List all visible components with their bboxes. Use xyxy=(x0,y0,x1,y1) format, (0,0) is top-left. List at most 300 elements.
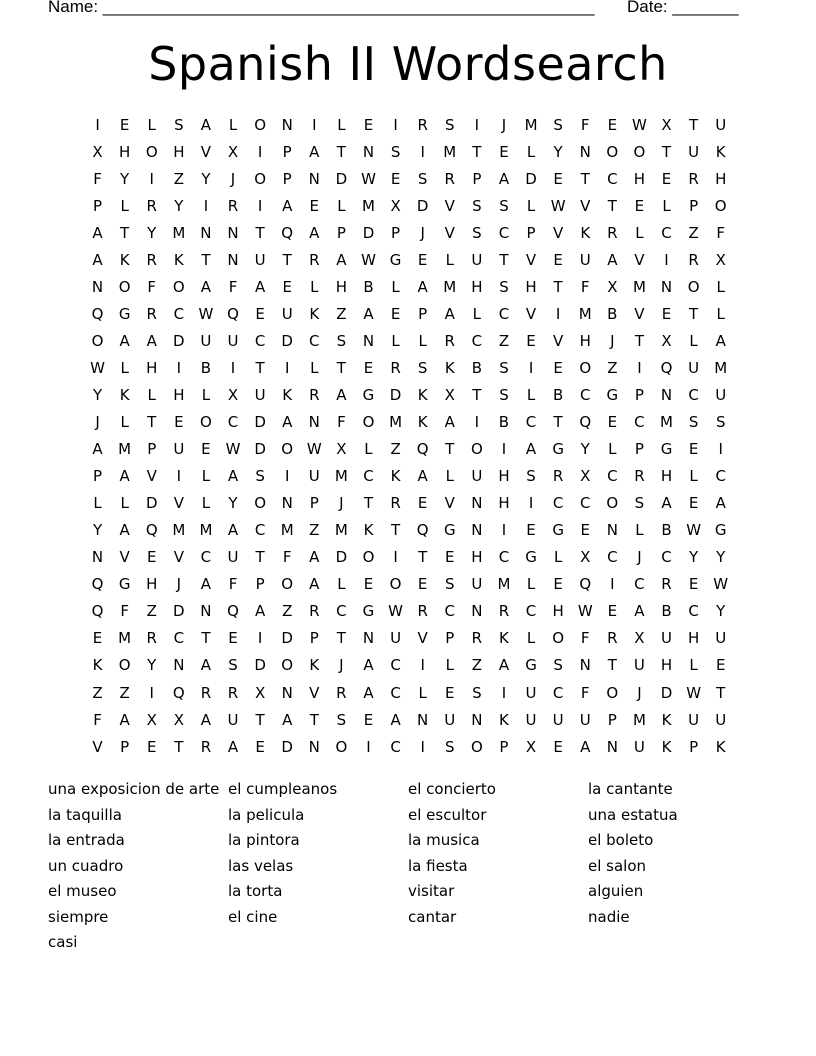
grid-letter: I xyxy=(637,358,642,377)
grid-letter: A xyxy=(634,602,645,621)
grid-letter: H xyxy=(579,331,591,350)
grid-letter: T xyxy=(689,304,699,323)
grid-letter: Q xyxy=(91,602,104,621)
grid-letter: F xyxy=(716,223,726,242)
grid-letter: C xyxy=(390,737,401,756)
grid-letter: T xyxy=(607,196,617,215)
grid-letter: F xyxy=(580,683,590,702)
grid-letter: B xyxy=(200,358,212,377)
word-list-item: cantar xyxy=(408,907,457,926)
grid-letter: I xyxy=(95,115,100,134)
grid-letter: C xyxy=(498,548,510,567)
grid-letter: D xyxy=(281,737,293,756)
grid-letter: I xyxy=(528,358,534,377)
grid-letter: H xyxy=(660,467,673,486)
grid-letter: U xyxy=(227,548,239,567)
grid-letter: G xyxy=(389,250,402,269)
grid-letter: P xyxy=(689,196,699,215)
grid-letter: E xyxy=(255,304,265,323)
grid-letter: P xyxy=(255,575,265,594)
grid-letter: A xyxy=(525,440,537,459)
grid-letter: P xyxy=(93,196,103,215)
grid-letter: N xyxy=(281,115,293,134)
grid-letter: I xyxy=(501,683,507,702)
grid-letter: I xyxy=(555,304,561,323)
grid-letter: Y xyxy=(716,602,726,621)
word-list-item: el cine xyxy=(228,907,278,926)
grid-letter: L xyxy=(310,277,319,296)
grid-letter: L xyxy=(418,331,427,350)
grid-letter: R xyxy=(688,250,699,269)
grid-letter: D xyxy=(145,494,158,513)
grid-letter: O xyxy=(606,683,619,702)
grid-letter: X xyxy=(146,710,157,729)
grid-letter: E xyxy=(92,629,103,648)
grid-letter: I xyxy=(284,467,290,486)
grid-letter: G xyxy=(552,440,564,459)
grid-letter: S xyxy=(336,710,347,729)
grid-letter: G xyxy=(362,385,375,404)
grid-letter: O xyxy=(389,575,402,594)
grid-letter: L xyxy=(228,115,238,134)
grid-letter: L xyxy=(201,385,211,404)
grid-letter: D xyxy=(389,385,402,404)
grid-letter: W xyxy=(686,683,702,702)
word-list-item: una estatua xyxy=(588,805,678,824)
grid-letter: S xyxy=(174,115,184,134)
grid-letter: N xyxy=(91,548,104,567)
grid-letter: R xyxy=(309,602,320,621)
grid-letter: B xyxy=(471,358,482,377)
grid-letter: C xyxy=(390,683,401,702)
grid-letter: Z xyxy=(92,683,103,702)
word-list-item: la pintora xyxy=(228,831,300,849)
grid-letter: L xyxy=(147,115,156,134)
grid-letter: R xyxy=(634,467,645,486)
grid-letter: N xyxy=(281,494,293,513)
grid-letter: A xyxy=(282,413,293,432)
grid-letter: J xyxy=(637,683,642,702)
grid-letter: U xyxy=(471,467,483,486)
grid-letter: M xyxy=(172,521,186,540)
grid-letter: I xyxy=(176,467,182,486)
grid-letter: M xyxy=(660,413,673,432)
grid-letter: C xyxy=(525,413,537,432)
grid-letter: S xyxy=(472,223,482,242)
grid-letter: T xyxy=(255,358,265,377)
grid-letter: Y xyxy=(228,494,238,513)
grid-letter: D xyxy=(335,548,348,567)
grid-letter: E xyxy=(499,142,509,161)
grid-letter: A xyxy=(200,115,212,134)
grid-letter: I xyxy=(474,115,480,134)
grid-letter: S xyxy=(688,413,699,432)
word-list-item: el museo xyxy=(48,882,117,900)
grid-letter: S xyxy=(526,467,536,486)
grid-letter: L xyxy=(635,521,644,540)
grid-letter: A xyxy=(309,548,320,567)
grid-letter: H xyxy=(146,575,158,594)
word-list-item: el concierto xyxy=(408,780,496,798)
grid-letter: U xyxy=(661,629,672,648)
grid-letter: K xyxy=(363,521,374,540)
grid-letter: L xyxy=(526,142,536,161)
grid-letter: E xyxy=(688,440,699,459)
grid-letter: U xyxy=(308,467,320,486)
grid-letter: L xyxy=(337,196,346,215)
grid-letter: E xyxy=(553,169,563,188)
grid-letter: A xyxy=(444,413,455,432)
grid-letter: R xyxy=(146,250,157,269)
grid-letter: Z xyxy=(309,521,320,540)
grid-letter: A xyxy=(390,710,401,729)
grid-letter: U xyxy=(688,710,700,729)
grid-letter: X xyxy=(336,440,347,459)
grid-letter: A xyxy=(119,521,130,540)
grid-letter: X xyxy=(525,737,537,756)
grid-letter: T xyxy=(580,169,590,188)
grid-letter: O xyxy=(200,413,212,432)
grid-letter: A xyxy=(227,467,239,486)
grid-letter: L xyxy=(418,683,427,702)
grid-letter: R xyxy=(200,683,212,702)
grid-letter: J xyxy=(610,331,615,350)
grid-letter: T xyxy=(201,250,211,269)
grid-letter: A xyxy=(661,494,672,513)
grid-letter: M xyxy=(443,142,457,161)
grid-letter: M xyxy=(632,710,646,729)
word-list-item: la torta xyxy=(228,882,283,900)
grid-letter: G xyxy=(525,656,537,675)
grid-letter: A xyxy=(282,196,293,215)
grid-letter: Z xyxy=(146,602,157,621)
grid-letter: F xyxy=(580,115,590,134)
grid-letter: D xyxy=(362,223,375,242)
grid-letter: T xyxy=(553,277,563,296)
grid-letter: T xyxy=(201,629,211,648)
grid-letter: K xyxy=(417,385,428,404)
grid-letter: D xyxy=(525,169,537,188)
grid-letter: L xyxy=(445,467,454,486)
grid-letter: U xyxy=(579,250,591,269)
grid-letter: R xyxy=(661,575,672,594)
grid-letter: X xyxy=(390,196,401,215)
grid-letter: R xyxy=(227,196,239,215)
grid-letter: H xyxy=(146,358,158,377)
grid-letter: T xyxy=(553,413,563,432)
grid-letter: I xyxy=(366,737,371,756)
grid-letter: E xyxy=(363,115,374,134)
grid-letter: H xyxy=(335,277,348,296)
grid-letter: E xyxy=(309,196,320,215)
grid-letter: V xyxy=(553,223,564,242)
grid-letter: P xyxy=(120,737,130,756)
grid-letter: C xyxy=(607,169,618,188)
grid-letter: O xyxy=(118,656,131,675)
grid-letter: Q xyxy=(579,575,592,594)
grid-letter: X xyxy=(227,142,239,161)
grid-letter: L xyxy=(310,358,319,377)
grid-letter: P xyxy=(472,169,482,188)
grid-letter: W xyxy=(198,304,214,323)
grid-letter: E xyxy=(174,413,184,432)
grid-letter: H xyxy=(633,169,646,188)
grid-letter: R xyxy=(417,602,428,621)
word-list-item: una exposicion de arte xyxy=(48,780,220,798)
grid-letter: V xyxy=(634,304,645,323)
grid-letter: S xyxy=(553,656,563,675)
grid-letter: U xyxy=(715,710,727,729)
grid-letter: S xyxy=(228,656,238,675)
grid-letter: H xyxy=(687,629,700,648)
grid-letter: I xyxy=(501,440,507,459)
grid-letter: E xyxy=(146,548,157,567)
grid-letter: C xyxy=(498,223,510,242)
grid-letter: C xyxy=(173,304,185,323)
grid-letter: C xyxy=(579,385,591,404)
grid-letter: K xyxy=(715,737,726,756)
grid-letter: T xyxy=(255,548,265,567)
grid-letter: V xyxy=(417,629,428,648)
grid-letter: A xyxy=(227,737,239,756)
grid-letter: R xyxy=(309,250,320,269)
grid-letter: P xyxy=(336,223,346,242)
grid-letter: K xyxy=(661,737,672,756)
grid-letter: Q xyxy=(172,683,185,702)
grid-letter: H xyxy=(660,656,673,675)
grid-letter: F xyxy=(120,602,129,621)
grid-letter: K xyxy=(119,250,130,269)
grid-letter: W xyxy=(361,169,376,188)
grid-letter: S xyxy=(336,331,347,350)
grid-letter: V xyxy=(119,548,130,567)
grid-letter: E xyxy=(228,629,238,648)
grid-letter: N xyxy=(200,602,212,621)
grid-letter: J xyxy=(230,169,236,188)
grid-letter: R xyxy=(390,358,401,377)
grid-letter: L xyxy=(364,440,373,459)
grid-letter: R xyxy=(200,737,212,756)
grid-letter: C xyxy=(634,575,645,594)
word-list xyxy=(48,778,768,957)
grid-letter: C xyxy=(688,385,699,404)
grid-letter: H xyxy=(173,385,185,404)
grid-letter: V xyxy=(444,223,455,242)
grid-letter: Z xyxy=(282,602,293,621)
grid-letter: M xyxy=(524,115,538,134)
grid-letter: L xyxy=(526,385,536,404)
grid-letter: L xyxy=(147,385,156,404)
grid-letter: R xyxy=(552,467,564,486)
grid-letter: R xyxy=(607,629,618,648)
grid-letter: A xyxy=(309,575,320,594)
grid-letter: L xyxy=(662,196,671,215)
grid-letter: G xyxy=(714,521,727,540)
grid-letter: U xyxy=(200,331,212,350)
grid-letter: A xyxy=(200,656,212,675)
grid-letter: S xyxy=(472,683,482,702)
grid-letter: N xyxy=(471,710,483,729)
grid-letter: C xyxy=(661,548,672,567)
grid-letter: M xyxy=(280,521,294,540)
grid-letter: U xyxy=(715,385,727,404)
grid-letter: Y xyxy=(92,521,103,540)
grid-letter: P xyxy=(309,494,319,513)
grid-letter: H xyxy=(119,142,131,161)
grid-letter: Q xyxy=(660,358,673,377)
grid-letter: O xyxy=(633,142,646,161)
grid-letter: C xyxy=(715,467,726,486)
grid-letter: B xyxy=(661,602,672,621)
grid-letter: T xyxy=(255,710,265,729)
grid-letter: G xyxy=(525,548,537,567)
grid-letter: P xyxy=(309,629,319,648)
grid-letter: I xyxy=(230,358,236,377)
grid-letter: K xyxy=(499,710,509,729)
grid-letter: U xyxy=(552,710,564,729)
grid-letter: N xyxy=(606,737,618,756)
grid-letter: F xyxy=(228,575,238,594)
grid-letter: A xyxy=(417,277,428,296)
grid-letter: G xyxy=(552,521,564,540)
grid-letter: M xyxy=(389,413,403,432)
grid-letter: I xyxy=(393,115,398,134)
grid-letter: U xyxy=(254,250,266,269)
grid-letter: K xyxy=(309,656,320,675)
grid-letter: R xyxy=(688,169,699,188)
grid-letter: Z xyxy=(498,331,510,350)
grid-letter: O xyxy=(552,629,565,648)
grid-letter: A xyxy=(498,656,510,675)
grid-letter: D xyxy=(660,683,673,702)
grid-letter: N xyxy=(362,629,375,648)
grid-letter: C xyxy=(607,548,618,567)
grid-letter: C xyxy=(227,413,239,432)
grid-letter: P xyxy=(282,169,292,188)
grid-letter: R xyxy=(146,196,157,215)
grid-letter: T xyxy=(499,250,509,269)
grid-letter: Q xyxy=(227,602,239,621)
grid-letter: I xyxy=(393,548,398,567)
grid-letter: P xyxy=(282,142,292,161)
grid-letter: K xyxy=(715,142,726,161)
grid-letter: U xyxy=(281,304,293,323)
grid-letter: Q xyxy=(145,521,158,540)
grid-letter: X xyxy=(580,467,591,486)
grid-letter: E xyxy=(688,575,699,594)
grid-letter: R xyxy=(607,223,618,242)
grid-letter: T xyxy=(174,737,184,756)
grid-letter: V xyxy=(580,196,591,215)
grid-letter: S xyxy=(499,196,509,215)
grid-letter: A xyxy=(363,656,374,675)
grid-letter: K xyxy=(309,304,320,323)
grid-letter: L xyxy=(608,440,617,459)
grid-letter: N xyxy=(579,142,591,161)
grid-letter: Q xyxy=(91,575,104,594)
grid-letter: A xyxy=(200,575,212,594)
word-list-item: el salon xyxy=(588,856,647,875)
grid-letter: K xyxy=(119,385,130,404)
grid-letter: S xyxy=(255,467,265,486)
grid-letter: C xyxy=(552,683,564,702)
grid-letter: V xyxy=(444,196,455,215)
grid-letter: S xyxy=(715,413,726,432)
grid-letter: W xyxy=(632,115,647,134)
grid-letter: I xyxy=(474,413,480,432)
grid-letter: M xyxy=(578,304,592,323)
grid-letter: I xyxy=(257,196,263,215)
grid-letter: F xyxy=(580,629,590,648)
grid-letter: K xyxy=(282,385,293,404)
grid-letter: W xyxy=(577,602,593,621)
grid-letter: C xyxy=(444,602,455,621)
grid-letter: C xyxy=(498,304,510,323)
grid-letter: W xyxy=(306,440,322,459)
grid-letter: V xyxy=(553,331,564,350)
grid-letter: S xyxy=(417,169,428,188)
grid-letter: J xyxy=(95,413,100,432)
grid-letter: S xyxy=(390,142,401,161)
grid-letter: F xyxy=(580,277,590,296)
grid-letter: L xyxy=(201,467,211,486)
grid-letter: N xyxy=(227,250,239,269)
grid-letter: U xyxy=(444,710,456,729)
grid-letter: T xyxy=(363,494,374,513)
word-list-item: la taquilla xyxy=(48,805,122,824)
grid-letter: A xyxy=(254,277,266,296)
grid-letter: Y xyxy=(716,548,726,567)
grid-letter: I xyxy=(420,656,425,675)
word-list-item: las velas xyxy=(228,856,294,875)
grid-letter: U xyxy=(227,331,239,350)
grid-letter: R xyxy=(444,169,455,188)
grid-letter: A xyxy=(119,710,130,729)
grid-letter: V xyxy=(200,142,212,161)
grid-letter: N xyxy=(308,169,320,188)
word-list-item: el escultor xyxy=(408,805,487,824)
grid-letter: A xyxy=(336,250,347,269)
grid-letter: C xyxy=(254,521,266,540)
word-list-item: la pelicula xyxy=(228,805,305,824)
grid-letter: J xyxy=(420,223,425,242)
grid-letter: X xyxy=(634,629,645,648)
grid-letter: N xyxy=(281,683,293,702)
grid-letter: D xyxy=(173,602,185,621)
grid-letter: P xyxy=(499,737,509,756)
grid-letter: O xyxy=(254,115,267,134)
grid-letter: X xyxy=(661,115,672,134)
grid-letter: F xyxy=(228,277,238,296)
grid-letter: U xyxy=(715,629,727,648)
grid-letter: E xyxy=(417,494,428,513)
grid-letter: I xyxy=(528,494,534,513)
grid-letter: O xyxy=(281,656,294,675)
grid-letter: E xyxy=(119,115,130,134)
page-title: Spanish II Wordsearch xyxy=(148,37,668,91)
grid-letter: N xyxy=(173,656,185,675)
grid-letter: C xyxy=(579,494,591,513)
grid-letter: N xyxy=(200,223,212,242)
grid-letter: B xyxy=(363,277,374,296)
grid-letter: T xyxy=(634,331,644,350)
grid-letter: N xyxy=(362,142,375,161)
grid-letter: E xyxy=(390,169,401,188)
grid-letter: A xyxy=(417,467,428,486)
grid-letter: O xyxy=(335,737,348,756)
grid-letter: T xyxy=(336,142,346,161)
grid-letter: F xyxy=(337,413,346,432)
